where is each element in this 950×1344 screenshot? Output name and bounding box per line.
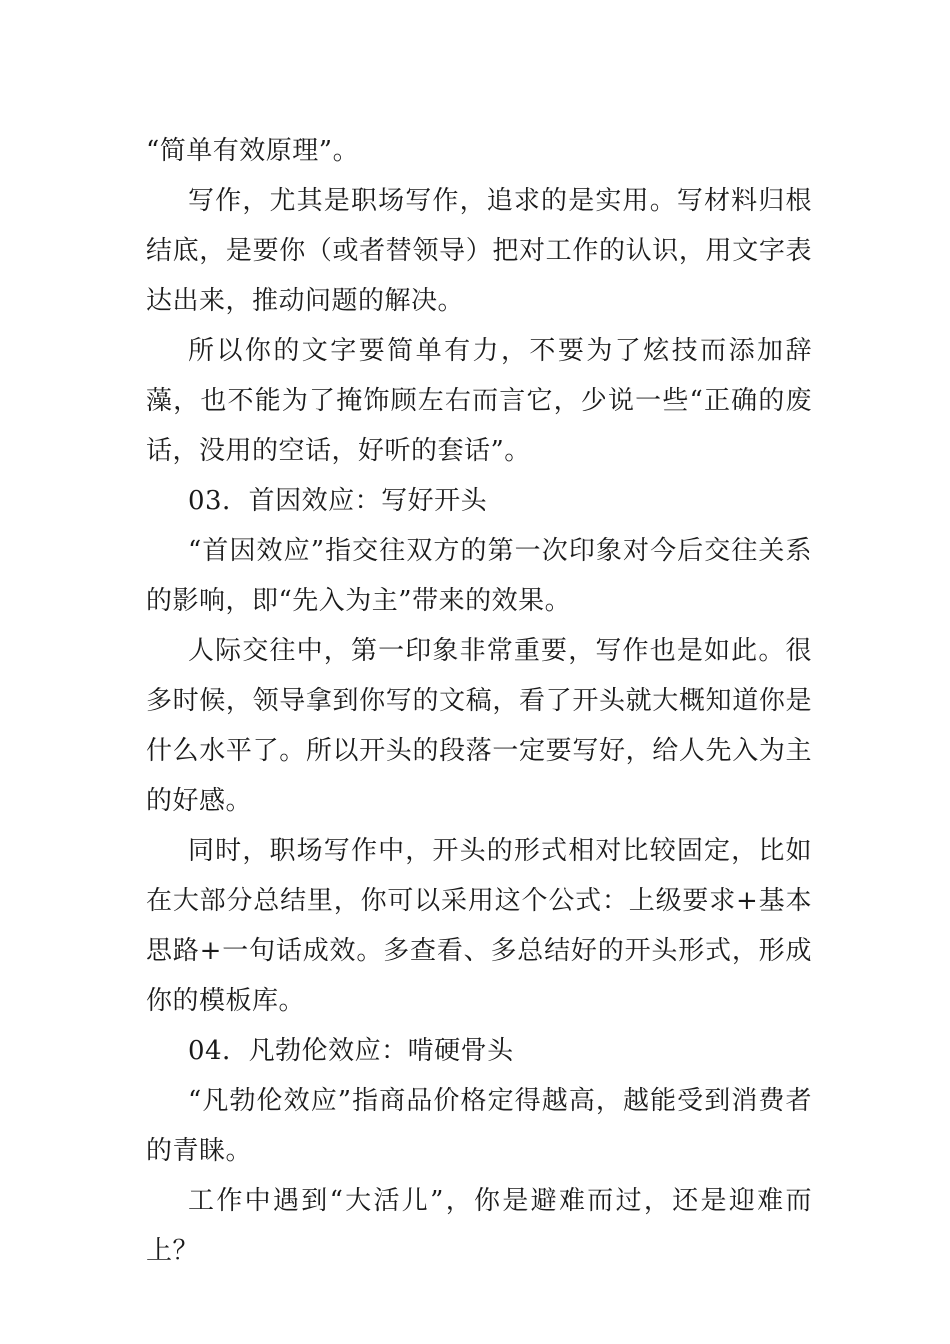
paragraph-2: 写作，尤其是职场写作，追求的是实用。写材料归根结底，是要你（或者替领导）把对工作的认识，用文字表达出来，推动问题的解决。 [146,186,812,316]
paragraph-1: “简单有效原理”。 [146,136,360,166]
paragraph-8: 工作中遇到“大活儿”，你是避难而过，还是迎难而上？ [146,1186,812,1266]
document-body [146,126,812,1276]
paragraph-6: 同时，职场写作中，开头的形式相对比较固定，比如在大部分总结里，你可以采用这个公式：上级要求+基本思路+一句话成效。多查看、多总结好的开头形式，形成你的模板库。 [146,836,812,1016]
paragraph-3: 所以你的文字要简单有力，不要为了炫技而添加辞藻，也不能为了掩饰顾左右而言它，少说一些“正确的废话，没用的空话，好听的套话”。 [146,336,812,466]
paragraph-5: 人际交往中，第一印象非常重要，写作也是如此。很多时候，领导拿到你写的文稿，看了开头就大概知道你是什么水平了。所以开头的段落一定要写好，给人先入为主的好感。 [146,636,812,816]
paragraph-7: “凡勃伦效应”指商品价格定得越高，越能受到消费者的青睐。 [146,1086,812,1166]
section-heading-03: 03．首因效应：写好开头 [188,486,488,516]
paragraph-4: “首因效应”指交往双方的第一次印象对今后交往关系的影响，即“先入为主”带来的效果。 [146,536,812,616]
section-heading-04: 04．凡勃伦效应：啃硬骨头 [188,1036,514,1066]
